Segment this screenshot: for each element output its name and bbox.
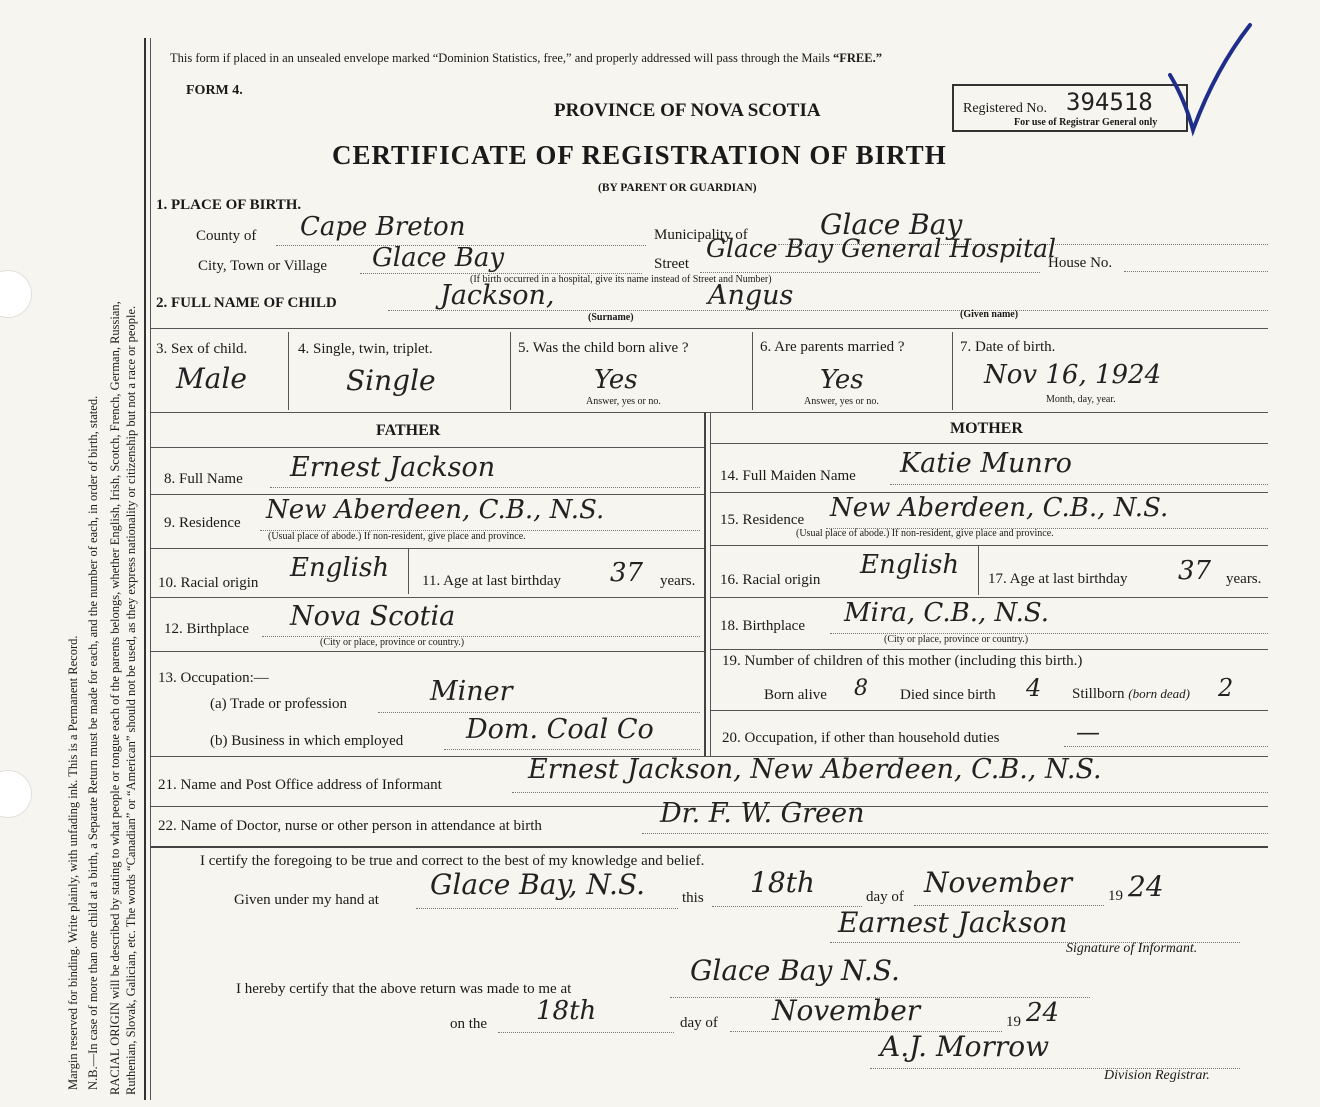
binding-hole-top: [0, 270, 32, 318]
father-birthplace-hint: (City or place, province or country.): [320, 637, 465, 648]
registration-month: November: [772, 994, 921, 1027]
dob-label: 7. Date of birth.: [960, 339, 1056, 355]
county-value: Cape Breton: [300, 212, 466, 242]
given-month: November: [924, 866, 1073, 899]
margin-nb-note: N.B.—In case of more than one child at a birth, a Separate Return must be made for each, and the number of each, in order of birth, stated.: [86, 395, 100, 1090]
father-race-value: English: [290, 553, 390, 583]
mother-occupation-label: 20. Occupation, if other than household duties: [722, 730, 1000, 746]
registration-place: Glace Bay N.S.: [690, 954, 900, 987]
street-value: Glace Bay General Hospital: [706, 234, 1057, 263]
mother-years-label: years.: [1226, 571, 1262, 587]
married-hint: Answer, yes or no.: [804, 396, 879, 407]
mother-age-value: 37: [1178, 556, 1212, 586]
signature-of-informant-label: Signature of Informant.: [1066, 941, 1198, 956]
municipality-label: Municipality of: [654, 227, 748, 243]
informant-signature: Earnest Jackson: [838, 906, 1068, 939]
dob-hint: Month, day, year.: [1046, 394, 1116, 405]
child-surname: Jackson,: [440, 280, 555, 311]
sex-label: 3. Sex of child.: [156, 341, 248, 357]
this-label: this: [682, 890, 704, 906]
father-mother-divider: [704, 412, 706, 756]
father-age-label: 11. Age at last birthday: [422, 573, 561, 589]
father-residence-value: New Aberdeen, C.B., N.S.: [266, 495, 605, 525]
given-year: 24: [1128, 870, 1164, 903]
child-given-name: Angus: [708, 280, 794, 311]
certificate-title: CERTIFICATE OF REGISTRATION OF BIRTH: [332, 140, 947, 170]
father-heading: FATHER: [376, 422, 441, 439]
binding-hole-bottom: [0, 770, 32, 818]
married-label: 6. Are parents married ?: [760, 339, 905, 355]
stillborn-count: 2: [1218, 674, 1234, 702]
frame-left-inner: [150, 38, 151, 1100]
died-count: 4: [1026, 674, 1042, 702]
municipality-value: Glace Bay: [820, 208, 963, 241]
trade-value: Miner: [430, 676, 513, 707]
informant-value: Ernest Jackson, New Aberdeen, C.B., N.S.: [528, 754, 1102, 785]
registrar-use-note: For use of Registrar General only: [1014, 117, 1158, 128]
single-value: Single: [346, 364, 436, 397]
frame-left: [144, 38, 146, 1100]
city-value: Glace Bay: [372, 243, 505, 273]
father-residence-label: 9. Residence: [164, 515, 241, 531]
mother-name-value: Katie Munro: [900, 448, 1072, 479]
mother-residence-value: New Aberdeen, C.B., N.S.: [830, 493, 1169, 523]
business-label: (b) Business in which employed: [210, 733, 404, 749]
given-place: Glace Bay, N.S.: [430, 868, 646, 901]
reg-year-prefix: 19: [1006, 1014, 1021, 1030]
mother-birthplace-value: Mira, C.B., N.S.: [844, 598, 1050, 628]
place-of-birth-heading: 1. PLACE OF BIRTH.: [156, 197, 302, 213]
registration-year: 24: [1026, 998, 1060, 1028]
mother-heading: MOTHER: [950, 420, 1023, 437]
father-residence-hint: (Usual place of abode.) If non-resident, give place and province.: [268, 531, 526, 542]
registered-label: Registered No.: [963, 101, 1047, 116]
born-alive-hint: Answer, yes or no.: [586, 396, 661, 407]
registrar-signature: A.J. Morrow: [880, 1030, 1050, 1063]
mother-name-label: 14. Full Maiden Name: [720, 468, 856, 484]
mother-residence-label: 15. Residence: [720, 512, 805, 528]
division-registrar-label: Division Registrar.: [1104, 1068, 1210, 1083]
stillborn-label: Stillborn (born dead): [1072, 686, 1191, 702]
given-under-label: Given under my hand at: [234, 892, 379, 908]
occupation-label: 13. Occupation:—: [158, 670, 269, 686]
father-years-label: years.: [660, 573, 696, 589]
died-label: Died since birth: [900, 687, 996, 703]
reg-day-of-label: day of: [680, 1015, 718, 1031]
given-day: 18th: [750, 866, 815, 899]
surname-label: (Surname): [588, 312, 634, 323]
registered-number: 394518: [1066, 88, 1153, 116]
married-value: Yes: [820, 365, 864, 395]
children-count-label: 19. Number of children of this mother (including this birth.): [722, 653, 1083, 669]
informant-label: 21. Name and Post Office address of Informant: [158, 777, 442, 793]
check-mark: [1165, 20, 1255, 140]
certificate-subtitle: (BY PARENT OR GUARDIAN): [598, 182, 757, 194]
father-name-label: 8. Full Name: [164, 471, 243, 487]
mother-race-label: 16. Racial origin: [720, 572, 821, 588]
father-race-label: 10. Racial origin: [158, 575, 259, 591]
mail-notice: This form if placed in an unsealed envelope marked “Dominion Statistics, free,” and properly addressed will pass through the Mails “FREE.”: [170, 51, 882, 65]
given-name-label: (Given name): [960, 309, 1019, 320]
margin-racial-note-2: Ruthenian, Slovak, Galician, etc. The words “Canadian” or “American” should not be used, as they express nationality or citizenship but not a race or people.: [124, 305, 138, 1095]
father-birthplace-value: Nova Scotia: [290, 601, 456, 632]
registration-day: 18th: [536, 996, 597, 1026]
dob-value: Nov 16, 1924: [984, 360, 1162, 390]
child-name-label: 2. FULL NAME OF CHILD: [156, 295, 337, 311]
born-alive-count: 8: [854, 676, 868, 701]
form-number: FORM 4.: [186, 83, 243, 98]
house-no-label: House No.: [1048, 255, 1113, 271]
born-alive-label: 5. Was the child born alive ?: [518, 340, 689, 356]
day-of-label: day of: [866, 889, 904, 905]
on-the-label: on the: [450, 1016, 488, 1032]
father-birthplace-label: 12. Birthplace: [164, 621, 249, 637]
born-alive-count-label: Born alive: [764, 687, 827, 703]
business-value: Dom. Coal Co: [466, 714, 654, 745]
single-label: 4. Single, twin, triplet.: [298, 341, 433, 357]
mother-birthplace-label: 18. Birthplace: [720, 618, 805, 634]
doctor-label: 22. Name of Doctor, nurse or other person in attendance at birth: [158, 818, 542, 834]
born-alive-value: Yes: [594, 365, 638, 395]
street-label: Street: [654, 256, 689, 272]
trade-label: (a) Trade or profession: [210, 696, 348, 712]
mother-race-value: English: [860, 550, 960, 580]
sex-value: Male: [176, 362, 247, 395]
city-label: City, Town or Village: [198, 258, 328, 274]
mother-age-label: 17. Age at last birthday: [988, 571, 1128, 587]
margin-racial-note-1: RACIAL ORIGIN will be described by stating to what people or tongue each of the parents belongs, whether English, Irish, Scotch, French, German, Russian,: [108, 301, 122, 1095]
hospital-note: (If birth occurred in a hospital, give its name instead of Street and Number): [470, 274, 772, 285]
certify-statement: I certify the foregoing to be true and correct to the best of my knowledge and belief.: [200, 853, 705, 869]
mother-birthplace-hint: (City or place, province or country.): [884, 634, 1029, 645]
father-name-value: Ernest Jackson: [290, 452, 496, 483]
margin-binding-note: Margin reserved for binding. Write plainly, with unfading ink. This is a Permanent Record.: [66, 635, 80, 1090]
registered-box: [952, 84, 1188, 132]
doctor-value: Dr. F. W. Green: [660, 798, 865, 829]
father-age-value: 37: [610, 558, 644, 588]
given-year-prefix: 19: [1108, 888, 1123, 904]
mother-occupation-value: —: [1076, 718, 1100, 746]
registrar-statement: I hereby certify that the above return was made to me at: [236, 981, 572, 997]
county-label: County of: [196, 228, 257, 244]
mother-residence-hint: (Usual place of abode.) If non-resident, give place and province.: [796, 528, 1054, 539]
province-heading: PROVINCE OF NOVA SCOTIA: [554, 100, 821, 121]
